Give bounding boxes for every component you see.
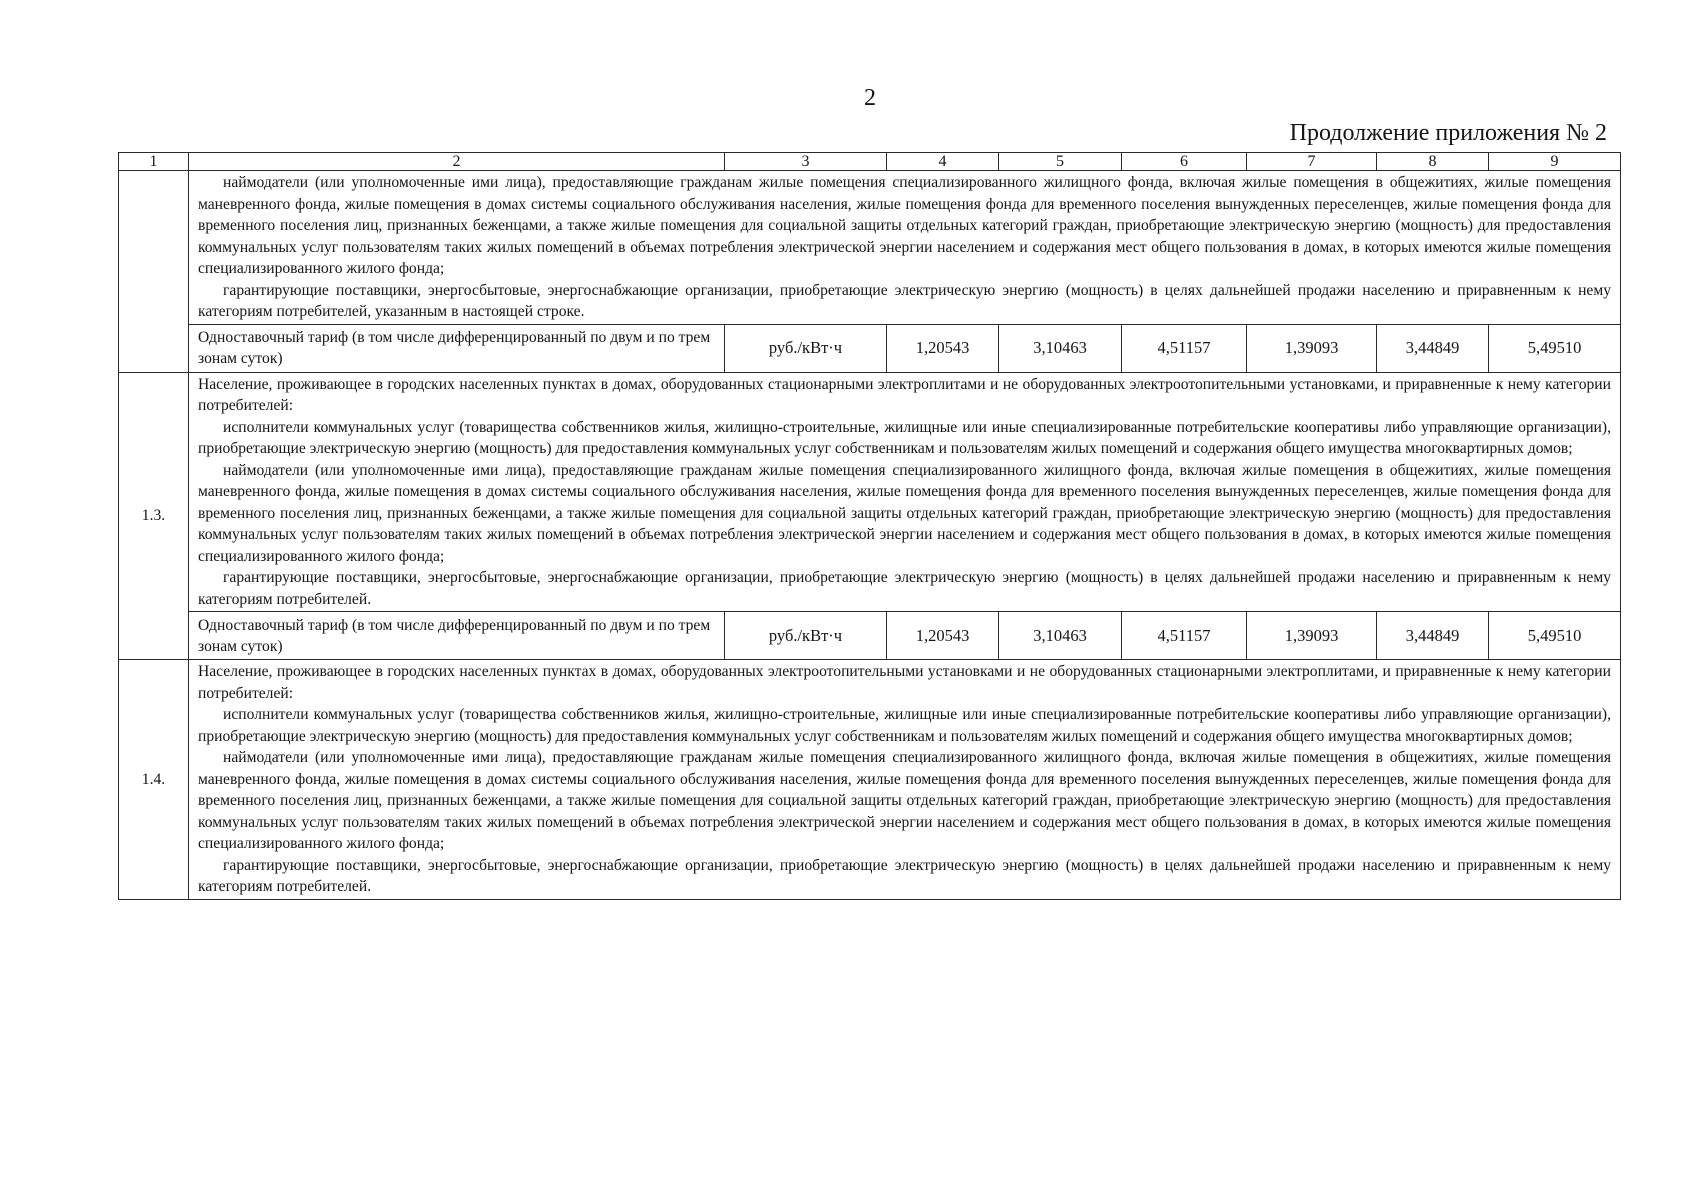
tariff-value: 4,51157 — [1122, 324, 1247, 372]
tariff-value: 3,44849 — [1377, 612, 1489, 660]
header-cell: 8 — [1377, 153, 1489, 171]
header-cell: 4 — [887, 153, 999, 171]
tariff-label: Одноставочный тариф (в том числе дифференцированный по двум и по трем зонам суток) — [189, 612, 725, 660]
tariff-value: 1,39093 — [1247, 324, 1377, 372]
header-cell: 2 — [189, 153, 725, 171]
description-paragraph: гарантирующие поставщики, энергосбытовые, энергоснабжающие организации, приобретающие электрическую энергию (мощность) в целях дальнейшей продажи населению и приравненным к нему категориям потребителей. — [198, 856, 1611, 895]
tariff-value: 3,44849 — [1377, 324, 1489, 372]
description-paragraph: исполнители коммунальных услуг (товарищества собственников жилья, жилищно-строительные, жилищные или иные специализированные потребительские кооперативы либо управляющие организации), приобретающие электрическую энергию (мощность) для предоставления коммунальных услуг собственникам и пользователям жилых помещений и содержания общего имущества многоквартирных домов; — [198, 706, 1611, 745]
section-number: 1.4. — [119, 660, 189, 900]
section-description-row — [119, 372, 1621, 612]
description-paragraph: Население, проживающее в городских населенных пунктах в домах, оборудованных стационарными электроплитами и не оборудованных электроотопительными установками, и приравненные к нему категории потребителей: — [198, 375, 1611, 414]
continuation-title: Продолжение приложения № 2 — [1289, 120, 1607, 146]
tariff-value: 1,20543 — [887, 612, 999, 660]
header-cell: 7 — [1247, 153, 1377, 171]
tariff-row — [119, 324, 1621, 372]
tariff-value: 1,20543 — [887, 324, 999, 372]
tariff-unit: руб./кВт·ч — [725, 324, 887, 372]
header-cell: 5 — [999, 153, 1122, 171]
description-paragraph: Население, проживающее в городских населенных пунктах в домах, оборудованных электроотопительными установками и не оборудованных стационарными электроплитами, и приравненные к нему категории потребителей: — [198, 663, 1611, 702]
page-number: 2 — [864, 85, 876, 111]
section-description — [189, 372, 1621, 612]
description-paragraph: наймодатели (или уполномоченные ими лица), предоставляющие гражданам жилые помещения специализированного жилищного фонда, включая жилые помещения в общежитиях, жилые помещения маневренного фонда, жилые помещения в домах системы социального обслуживания населения, жилые помещения фонда для временного поселения вынужденных переселенцев, жилые помещения фонда для временного поселения лиц, признанных беженцами, а также жилые помещения для социальной защиты отдельных категорий граждан, приобретающие электрическую энергию (мощность) для предоставления коммунальных услуг пользователям таких жилых помещений в объемах потребления электрической энергии населением и содержания мест общего пользования в домах, в которых имеются жилые помещения специализированного жилого фонда; — [198, 749, 1611, 852]
table-body — [119, 153, 1621, 900]
tariff-value: 5,49510 — [1489, 612, 1621, 660]
description-paragraph: гарантирующие поставщики, энергосбытовые, энергоснабжающие организации, приобретающие электрическую энергию (мощность) в целях дальнейшей продажи населению и приравненным к нему категориям потребителей. — [198, 569, 1611, 608]
section-description — [189, 660, 1621, 900]
tariff-value: 1,39093 — [1247, 612, 1377, 660]
description-paragraph: наймодатели (или уполномоченные ими лица), предоставляющие гражданам жилые помещения специализированного жилищного фонда, включая жилые помещения в общежитиях, жилые помещения маневренного фонда, жилые помещения в домах системы социального обслуживания населения, жилые помещения фонда для временного поселения вынужденных переселенцев, жилые помещения фонда для временного поселения лиц, признанных беженцами, а также жилые помещения для социальной защиты отдельных категорий граждан, приобретающие электрическую энергию (мощность) для предоставления коммунальных услуг пользователям таких жилых помещений в объемах потребления электрической энергии населением и содержания мест общего пользования в домах, в которых имеются жилые помещения специализированного жилого фонда; — [198, 461, 1611, 565]
description-paragraph: гарантирующие поставщики, энергосбытовые, энергоснабжающие организации, приобретающие электрическую энергию (мощность) в целях дальнейшей продажи населению и приравненным к нему категориям потребителей, указанным в настоящей строке. — [198, 281, 1611, 320]
section-description-row — [119, 660, 1621, 900]
tariff-value: 4,51157 — [1122, 612, 1247, 660]
header-cell: 6 — [1122, 153, 1247, 171]
tariff-value: 5,49510 — [1489, 324, 1621, 372]
section-description-row — [119, 171, 1621, 325]
tariff-value: 3,10463 — [999, 324, 1122, 372]
tariff-unit: руб./кВт·ч — [725, 612, 887, 660]
tariff-label: Одноставочный тариф (в том числе дифференцированный по двум и по трем зонам суток) — [189, 324, 725, 372]
description-paragraph: исполнители коммунальных услуг (товарищества собственников жилья, жилищно-строительные, жилищные или иные специализированные потребительские кооперативы либо управляющие организации), приобретающие электрическую энергию (мощность) для предоставления коммунальных услуг собственникам и пользователям жилых помещений и содержания общего имущества многоквартирных домов; — [198, 418, 1611, 457]
header-cell: 1 — [119, 153, 189, 171]
section-number — [119, 171, 189, 373]
tariff-row — [119, 612, 1621, 660]
section-description — [189, 171, 1621, 325]
header-cell: 9 — [1489, 153, 1621, 171]
table-header-row — [119, 153, 1621, 171]
section-number: 1.3. — [119, 372, 189, 660]
description-paragraph: наймодатели (или уполномоченные ими лица), предоставляющие гражданам жилые помещения специализированного жилищного фонда, включая жилые помещения в общежитиях, жилые помещения маневренного фонда, жилые помещения в домах системы социального обслуживания населения, жилые помещения фонда для временного поселения вынужденных переселенцев, жилые помещения фонда для временного поселения лиц, признанных беженцами, а также жилые помещения для социальной защиты отдельных категорий граждан, приобретающие электрическую энергию (мощность) для предоставления коммунальных услуг пользователям таких жилых помещений в объемах потребления электрической энергии населением и содержания мест общего пользования в домах, в которых имеются жилые помещения специализированного жилого фонда; — [198, 174, 1611, 277]
header-cell: 3 — [725, 153, 887, 171]
tariff-value: 3,10463 — [999, 612, 1122, 660]
tariff-table — [118, 152, 1621, 900]
